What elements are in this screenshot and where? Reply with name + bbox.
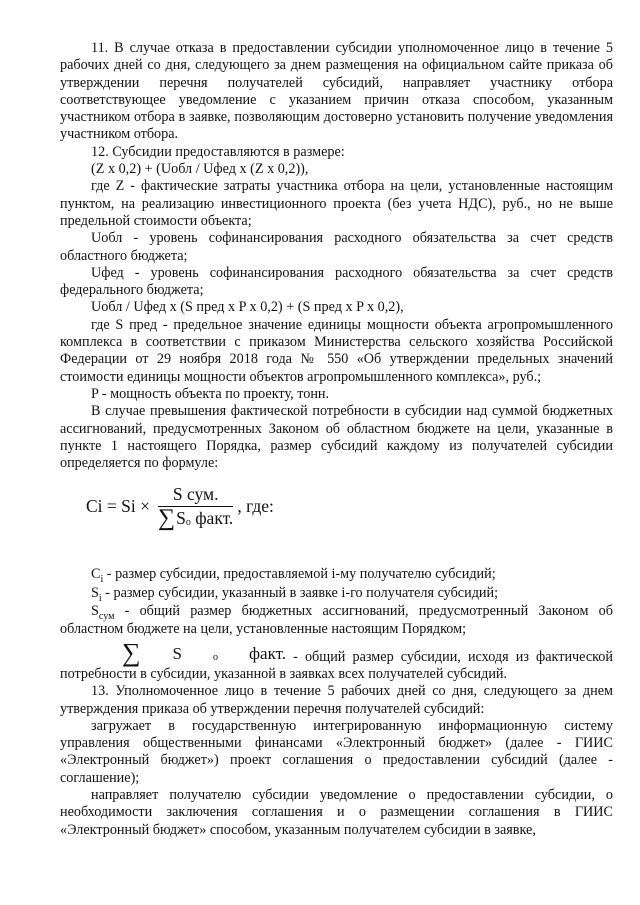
paragraph-12: 12. Субсидии предоставляются в размере: xyxy=(91,143,345,160)
den-var: S xyxy=(176,508,186,529)
si-desc: - размер субсидии, указанный в заявке i-го получателя субсидий; xyxy=(101,584,499,601)
si-sub: i xyxy=(98,592,102,604)
sfact-definition xyxy=(60,637,613,684)
sfact-sum-symbol: ∑ xyxy=(122,637,141,667)
ufed-definition: Uфед - уровень софинансирования расходного обязательства за счет средств федерального бюджета; xyxy=(60,264,613,299)
paragraph-11: 11. В случае отказа в предоставлении субсидии уполномоченное лицо в течение 5 рабочих дней со дня, следующего за днем размещения на официальном сайте приказа об утверждении перечня получателей субсидий, направляет участнику отбора соответствующее уведомление с указанием причин отказа способом, указанным участником отбора в заявке, позволяющим достоверно установить получение уведомления участником отбора. xyxy=(60,40,613,143)
sum-symbol: ∑ xyxy=(158,504,176,531)
formula-fraction xyxy=(158,484,234,531)
uobl-definition: Uобл - уровень софинансирования расходного обязательства за счет средств областного бюджета; xyxy=(60,230,613,264)
formula-denominator xyxy=(158,504,234,531)
ci-sub: i xyxy=(100,574,104,586)
spred-definition: где S пред - предельное значение единицы мощности объекта агропромышленного комплекса в соответствии с приказом Министерства сельского хозяйства Российской Федерации от 29 ноября 2018 года № 550 «Об утверждении предельных значений стоимости единицы мощности объектов агропромышленного комплекса», руб.; xyxy=(60,316,613,385)
sfact-symbol-group xyxy=(91,637,287,667)
si-definition xyxy=(60,585,613,603)
ssum-definition xyxy=(60,603,613,639)
ci-desc: - размер субсидии, предоставляемой i-му получателю субсидий; xyxy=(103,566,496,583)
den-sub: о xyxy=(185,517,191,529)
ssum-desc: - общий размер бюджетных ассигнований, предусмотренный Законом об областном бюджете на цели, установленные настоящим Порядком; xyxy=(60,603,613,638)
den-tail: факт. xyxy=(195,508,234,529)
formula-numerator: S сум. xyxy=(172,484,219,505)
formula-1: (Z x 0,2) + (Uобл / Uфед x (Z x 0,2)), xyxy=(91,161,309,178)
formula-tail: , где: xyxy=(237,496,274,517)
z-definition: где Z - фактические затраты участника отбора на цели, установленные настоящим пунктом, на реализацию инвестиционного проекта (без учета НДС), руб., но не выше предельной стоимости объекта; xyxy=(60,178,613,229)
sfact-desc: - общий размер субсидии, исходя из фактической потребности в субсидии, указанной в заявках всех получателей субсидий. xyxy=(60,648,613,682)
ssum-symbol: S xyxy=(91,603,99,620)
paragraph-13-upload: загружает в государственную интегрированную информационную систему управления общественными финансами «Электронный бюджет» (далее - ГИИС «Электронный бюджет») проект соглашения о предоставлении субсидий (далее - соглашение); xyxy=(60,717,613,786)
p-definition: P - мощность объекта по проекту, тонн. xyxy=(91,385,330,402)
formula-lhs: Ci = Si × xyxy=(86,496,150,517)
document-page xyxy=(60,40,613,839)
sfact-sub: о xyxy=(213,652,219,664)
sfact-tail: факт. xyxy=(249,644,287,664)
paragraph-13-notify: направляет получателю субсидии уведомление о предоставлении субсидии, о необходимости заключения соглашения и о размещении соглашения в ГИИС «Электронный бюджет» способом, указанным получателем субсидии в заявке, xyxy=(60,786,613,838)
ci-definition xyxy=(60,566,613,584)
ci-symbol: C xyxy=(91,566,101,583)
ssum-sub: сум xyxy=(98,611,115,623)
si-symbol: S xyxy=(91,584,99,601)
paragraph-13: 13. Уполномоченное лицо в течение 5 рабочих дней со дня, следующего за днем утверждения приказа об утверждении перечня получателей субсидий: xyxy=(60,683,613,717)
sfact-var: S xyxy=(172,644,183,664)
formula-2: Uобл / Uфед x (S пред x P x 0,2) + (S пред x P x 0,2), xyxy=(91,299,404,316)
excess-paragraph: В случае превышения фактической потребности в субсидии над суммой бюджетных ассигнований, предусмотренных Законом об областном бюджете на цели, указанные в пункте 1 настоящего Порядка, размер субсидий каждому из получателей субсидии определяется по формуле: xyxy=(60,403,613,472)
subsidy-formula xyxy=(60,482,613,554)
